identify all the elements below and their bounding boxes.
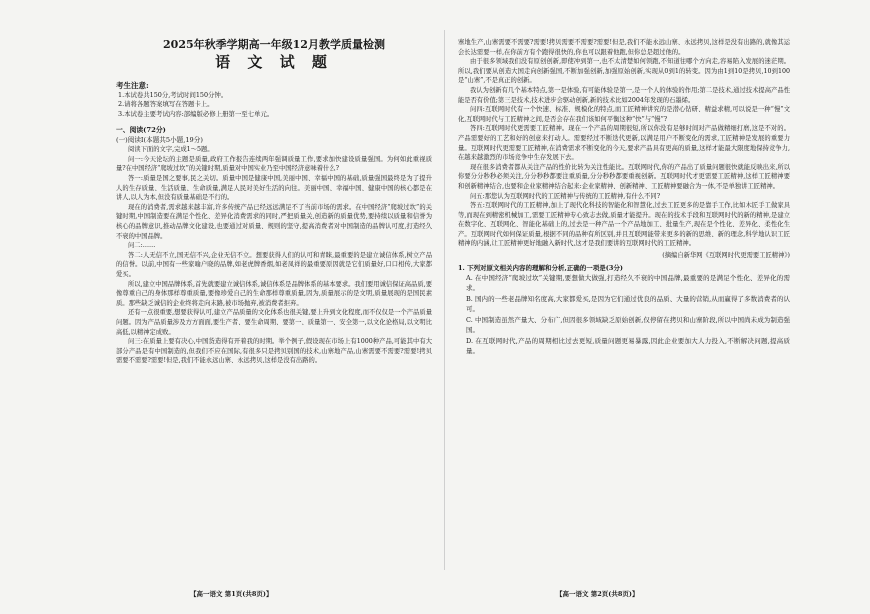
page-divider bbox=[444, 30, 445, 570]
instruction: 阅读下面的文字,完成1～5题。 bbox=[128, 146, 214, 154]
paragraph: 答五:互联网时代的工匠精神,加上了现代化科技的智能化和智慧化,过去工匠更多的是靠手工作,比如木匠手工做家具等,而现在到精密机械加工,需要工匠精神专心致志去做,质量才能提升。现在的技术手段和互联网时代的新的精神,是建立在数字化、互联网化、智能化基础上的,过去是一种产品一个产品地加工、批量生产,现在是个性化、差异化、柔性化生产。互联网时代如何保证质量,根据不同的品种有所区别,并且互联网能带来更多的新的思维、新的理念,科学地认识工匠精神的内涵,让工匠精神更好地融入新时代,这才是我们要讲的互联网时代的工匠精神。 bbox=[458, 202, 790, 248]
notice-title: 考生注意: bbox=[116, 81, 149, 90]
paragraph: 由于很多领域我们没有原创创新,即使冲到第一,也不太清楚如何领跑,不知道往哪个方向走,容易陷入发展的迷茫期。所以,我们要从创造大国走向创新强国,不断加强创新,加强原始创新,实现从0到1的转变。因为由1到10是拷贝,10到100是“山寨”,不是真正的创新。 bbox=[458, 58, 790, 85]
paragraph: 寨地生产,山寨需要不需要?需要!拷贝需要不需要?需要!但是,我们不能永远山寨、永远拷贝,这样是没有出路的,就像其运会长达需要一样,在你前方有个跑得很快的,你也可以跟着他跑,但你总是超过他的。 bbox=[458, 39, 790, 56]
subsection-heading: (一)阅读Ⅰ(本题共5小题,19分) bbox=[116, 136, 203, 145]
exam-page-2 bbox=[446, 0, 870, 614]
section-heading: 一、阅读(72分) bbox=[116, 126, 166, 135]
paragraph: 问一:今天论坛的主题是质量,政府工作报告连续两年强调质量工作,要求加快建设质量强国。为何如此重视质量?在中国经济“爬坡过坎”的关键时期,质量对中国实业乃至中国经济意味着什么? bbox=[116, 155, 432, 173]
option-c: C. 中国制造虽然产量大、分布广,但因很多领域缺乏原始创新,仅停留在拷贝和山寨阶段,所以中国尚未成为制造强国。 bbox=[466, 315, 790, 335]
paragraph: 答一:质量是国之要事,民之关切。质量中国是健康中国,美丽中国、幸福中国的基础,质量强国最终是为了提升人的生存质量、生活质量、生命质量,满足人民对美好生活的向往。美丽中国、幸福中国、健康中国的核心都是在讲人,以人为本,但没有质量基础是不行的。 bbox=[116, 175, 432, 202]
option-d: D. 在互联网时代,产品的周期相比过去更短,质量问题更易暴露,因此企业要加大人力投入,不断解决问题,提高质量。 bbox=[466, 336, 790, 355]
paragraph: 答二:人无信不立,国无信不兴,企业无信不立。想要获得人们的认可和青睐,最重要的是建立诚信体系,树立产品的信誉。以前,中国有一些家喻户晓的品牌,如老虎牌香烟,如老凤祥的最重要原因就是它们质量好,口口相传,大家都爱买。 bbox=[116, 251, 432, 278]
paragraph: 所以,建立中国品牌体系,首先就要建立诚信体系,诚信体系是品牌体系的基本要求。我们要用诚信保证高品质,要像尊重自己的身体那样尊重质量,要像珍爱自己的生命那样尊重质量,因为,质量展示的是文明,质量展现的是国民素质。那些缺乏诚信的企业终将走向末路,被市场抛弃,被消费者拒弃。 bbox=[116, 280, 432, 307]
paragraph: 问三:在质量上要有决心,中国货造得有开着我的时期。举个例子,假设现在市场上有1000种产品,可能其中有大部分产品是有中国制造的,但我们不应在国际,有很多只是拷贝别国的技术,山寨地产品,山寨需要不需要?需要!拷贝需要不需要?需要!但是,我们不能永远山寨、永远拷贝,这样是没有出路的。 bbox=[116, 338, 432, 365]
paragraph: 现在的消费者,需求越来越丰富,许多传统产品已经远远满足不了当前市场的需求。在中国经济“爬坡过坎”的关键时期,中国制造要在满足个性化、差异化消费需求的同时,严把质量关,创造新的质量优势,要持续以质量和信誉为核心的品牌意识,推动品牌文化建设,也要通过对质量、规则的坚守,提高消费者对中国制造的品牌认可度,打造经久不衰的中国品牌。 bbox=[116, 203, 432, 240]
source-citation: (摘编自新华网《互联网时代更需要工匠精神》) bbox=[662, 252, 790, 260]
paragraph: 答四:互联网时代更需要工匠精神。现在一个产品的周期很短,所以你没有足够时间对产品做精细打磨,这是不对的。产品需要好的工艺和好的创意来打动人。需要经过不断迭代更新,以满足用户不断变化的需求,工匠精神是发展的重要力量。互联网时代更需要工匠精神,在消费需求不断变化的今天,要求产品具有更高的质量,这样才能最大限度地保持竞争力,在越来越激烈的市场竞争中生存发展下去。 bbox=[458, 125, 790, 162]
page-footer: 【高一语文 第1页(共8页)】 bbox=[190, 590, 273, 598]
paragraph: 我认为创新有几个基本特点,第一是体验,有可能体验是第一,是一个人的体验的作用;第二是技术,通过技术提高产品性能是否有价值;第三是技术,技术进步会驱动创新,新的技术比如2004年发现的石墨烯。 bbox=[458, 86, 790, 104]
paragraph: 还有一点很重要,想要获得认可,建立产品质量的文化体系也很关键,要上升到文化程度,而不仅仅是一个产品质量问题。因为产品质量涉及方方面面,要生产者、要生命周期、要第一、质量第一、安全第一,以文化论格局,以文明比高低,以精神定成败。 bbox=[116, 309, 432, 336]
option-b: B. 国内的一些老品牌知名度高,大家都爱买,是因为它们通过优良的品质、大量的营销,从而赢得了多数消费者的认可。 bbox=[466, 294, 790, 314]
notice-item: 1.本试卷共150分,考试时间150分钟。 bbox=[118, 91, 228, 99]
paragraph: 问五:那您认为互联网时代的工匠精神与传统的工匠精神,有什么不同? bbox=[470, 192, 661, 200]
exam-title: 2025年秋季学期高一年级12月教学质量检测 bbox=[163, 38, 385, 51]
paragraph: 现在很多消费者都从关注产品的性价比转为关注性能比。互联网时代,你的产品出了质量问题很快就能反映出来,所以你要分分秒秒必须关注,分分秒秒都要注重质量,分分秒秒都要重视创新。互联网时代才更需要工匠精神,这样工匠精神要和创新精神结合,也要和企业家精神结合起来:企业家精神、创新精神、工匠精神要融合为一体,不是单独讲工匠精神。 bbox=[458, 163, 790, 190]
exam-subtitle: 语 文 试 题 bbox=[215, 53, 333, 71]
question-1: 1. 下列对原文相关内容的理解和分析,正确的一项是(3分) bbox=[458, 264, 623, 273]
paragraph: 问二:…… bbox=[128, 242, 156, 250]
option-a: A. 在中国经济“爬坡过坎”关键期,要想做大做强,打造经久不衰的中国品牌,最重要的是满足个性化、差异化的需求。 bbox=[466, 274, 790, 293]
notice-item: 2.请将各题答案填写在答题卡上。 bbox=[118, 100, 214, 109]
notice-item: 3.本试卷主要考试内容:部编版必修上册第一至七单元。 bbox=[118, 109, 274, 118]
paragraph: 问四:互联网时代有一个快速、标准、规模化的特点,而工匠精神讲究的是潜心钻研、精益求精,可以说是一种“慢”文化,互联网时代与工匠精神之间,是否会存在我们该如何平衡这种“快”与“慢”? bbox=[458, 106, 790, 123]
page-footer: 【高一语文 第2页(共8页)】 bbox=[556, 590, 639, 598]
